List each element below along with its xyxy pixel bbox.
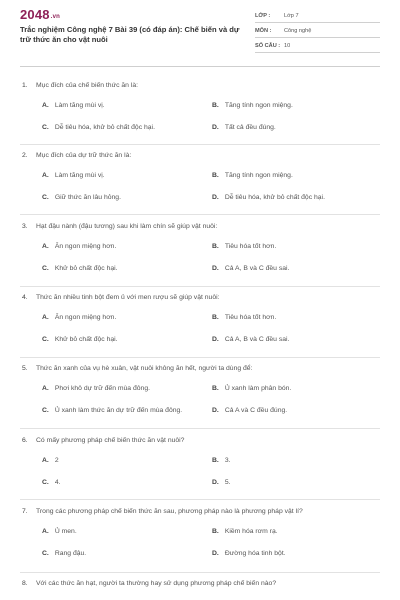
- option-text: Kiềm hóa rơm rạ.: [224, 528, 278, 535]
- option-letter: D.: [212, 124, 219, 131]
- question-6: [20, 437, 380, 489]
- option-letter: A.: [42, 457, 49, 464]
- option-c[interactable]: [42, 265, 212, 272]
- option-d[interactable]: [212, 124, 382, 131]
- question-divider: [20, 428, 380, 429]
- option-text: 5.: [224, 479, 231, 486]
- option-d[interactable]: [212, 265, 382, 272]
- document-header: [0, 0, 400, 62]
- option-letter: C.: [42, 124, 49, 131]
- options: [20, 235, 380, 275]
- question-stem: [20, 508, 380, 520]
- meta-value: 10: [284, 43, 291, 49]
- option-b[interactable]: [212, 457, 382, 464]
- option-text: Cả A, B và C đều sai.: [224, 265, 290, 272]
- question-text: Thức ăn xanh của vụ hè xuân, vật nuôi không ăn hết, người ta dùng để:: [36, 365, 253, 372]
- option-text: Cả A, B và C đều sai.: [224, 336, 290, 343]
- option-b[interactable]: [212, 172, 382, 179]
- options: [20, 164, 380, 204]
- question-text: Thức ăn nhiều tinh bột đem ủ với men rượu sẽ giúp vật nuôi:: [36, 294, 220, 301]
- option-b[interactable]: [212, 528, 382, 535]
- option-c[interactable]: [42, 336, 212, 343]
- option-text: Ủ xanh làm thức ăn dự trữ đến mùa đông.: [54, 407, 183, 414]
- question-stem: [20, 223, 380, 235]
- question-8: [20, 580, 380, 592]
- option-letter: D.: [212, 407, 219, 414]
- option-c[interactable]: [42, 124, 212, 131]
- option-text: 3.: [224, 457, 231, 464]
- question-divider: [20, 357, 380, 358]
- document-title: Trắc nghiệm Công nghệ 7 Bài 39 (có đáp án): Chế biến và dự trữ thức ăn cho vật nuôi: [20, 25, 240, 44]
- option-text: Cả A và C đều đúng.: [224, 407, 288, 414]
- question-number: 8.: [22, 580, 28, 587]
- option-letter: B.: [212, 314, 219, 321]
- option-letter: C.: [42, 336, 49, 343]
- options: [20, 520, 380, 560]
- option-letter: A.: [42, 243, 49, 250]
- option-text: Khử bỏ chất độc hại.: [54, 265, 118, 272]
- logo-text: 2048: [20, 7, 50, 22]
- option-letter: C.: [42, 194, 49, 201]
- option-d[interactable]: [212, 194, 382, 201]
- option-letter: B.: [212, 457, 219, 464]
- question-number: 6.: [22, 437, 28, 444]
- option-text: Phơi khô dự trữ đến mùa đông.: [54, 385, 150, 392]
- option-letter: D.: [212, 336, 219, 343]
- option-text: Đường hóa tinh bột.: [224, 550, 286, 557]
- question-stem: [20, 82, 380, 94]
- question-5: [20, 365, 380, 417]
- question-text: Có mấy phương pháp chế biến thức ăn vật nuôi?: [36, 437, 185, 444]
- meta-label: MÔN :: [255, 28, 272, 34]
- question-7: [20, 508, 380, 560]
- option-letter: B.: [212, 243, 219, 250]
- meta-row-grade: [255, 12, 380, 23]
- option-letter: B.: [212, 102, 219, 109]
- option-text: Tất cả đều đúng.: [224, 124, 276, 131]
- logo-domain: .vn: [50, 14, 61, 20]
- question-text: Trong các phương pháp chế biến thức ăn sau, phương pháp nào là phương pháp vật lí?: [36, 508, 303, 515]
- option-text: 4.: [54, 479, 61, 486]
- option-letter: D.: [212, 194, 219, 201]
- question-stem: [20, 580, 380, 592]
- option-a[interactable]: [42, 172, 212, 179]
- option-letter: A.: [42, 314, 49, 321]
- option-c[interactable]: [42, 550, 212, 557]
- options: [20, 94, 380, 134]
- question-number: 1.: [22, 82, 28, 89]
- question-stem: [20, 365, 380, 377]
- question-1: [20, 82, 380, 134]
- option-b[interactable]: [212, 314, 382, 321]
- question-2: [20, 152, 380, 204]
- option-letter: B.: [212, 172, 219, 179]
- option-letter: D.: [212, 479, 219, 486]
- option-b[interactable]: [212, 385, 382, 392]
- header-divider: [20, 66, 380, 67]
- question-divider: [20, 499, 380, 500]
- meta-label: LỚP :: [255, 13, 271, 19]
- option-letter: B.: [212, 385, 219, 392]
- question-divider: [20, 286, 380, 287]
- option-text: Tiêu hóa tốt hơn.: [224, 243, 277, 250]
- option-text: Làm tăng mùi vị.: [54, 102, 105, 109]
- question-number: 7.: [22, 508, 28, 515]
- question-stem: [20, 294, 380, 306]
- question-text: Hạt đậu nành (đậu tương) sau khi làm chín sẽ giúp vật nuôi:: [36, 223, 218, 230]
- option-text: Dễ tiêu hóa, khử bỏ chất độc hại.: [54, 124, 155, 131]
- option-letter: D.: [212, 550, 219, 557]
- option-a[interactable]: [42, 528, 212, 535]
- option-text: Ăn ngon miệng hơn.: [54, 314, 117, 321]
- option-a[interactable]: [42, 314, 212, 321]
- site-logo[interactable]: [20, 7, 60, 22]
- meta-row-count: [255, 42, 380, 53]
- option-letter: C.: [42, 550, 49, 557]
- option-text: 2: [54, 457, 59, 464]
- option-text: Khử bỏ chất độc hại.: [54, 336, 118, 343]
- option-d[interactable]: [212, 550, 382, 557]
- options: [20, 449, 380, 489]
- question-text: Với các thức ăn hạt, người ta thường hay sử dụng phương pháp chế biến nào?: [36, 580, 277, 587]
- option-b[interactable]: [212, 102, 382, 109]
- question-text: Mục đích của chế biến thức ăn là:: [36, 82, 139, 89]
- question-number: 5.: [22, 365, 28, 372]
- option-b[interactable]: [212, 243, 382, 250]
- meta-row-subject: [255, 27, 380, 38]
- option-d[interactable]: [212, 407, 382, 414]
- question-number: 3.: [22, 223, 28, 230]
- option-a[interactable]: [42, 457, 212, 464]
- option-letter: A.: [42, 102, 49, 109]
- option-c[interactable]: [42, 194, 212, 201]
- option-letter: A.: [42, 172, 49, 179]
- option-c[interactable]: [42, 407, 212, 414]
- option-text: Ủ xanh làm phân bón.: [224, 385, 292, 392]
- option-text: Làm tăng mùi vị.: [54, 172, 105, 179]
- options: [20, 306, 380, 346]
- option-d[interactable]: [212, 479, 382, 486]
- question-text: Mục đích của dự trữ thức ăn là:: [36, 152, 132, 159]
- question-3: [20, 223, 380, 275]
- question-divider: [20, 572, 380, 573]
- meta-value: Lớp 7: [284, 13, 299, 19]
- meta-label: SỐ CÂU :: [255, 43, 281, 49]
- option-d[interactable]: [212, 336, 382, 343]
- question-stem: [20, 152, 380, 164]
- option-text: Rang đậu.: [54, 550, 87, 557]
- document-meta: [255, 12, 380, 57]
- option-text: Ăn ngon miệng hơn.: [54, 243, 117, 250]
- question-number: 2.: [22, 152, 28, 159]
- option-text: Tiêu hóa tốt hơn.: [224, 314, 277, 321]
- option-letter: A.: [42, 528, 49, 535]
- option-text: Ủ men.: [54, 528, 77, 535]
- option-text: Giữ thức ăn lâu hỏng.: [54, 194, 121, 201]
- option-letter: D.: [212, 265, 219, 272]
- option-letter: A.: [42, 385, 49, 392]
- option-letter: C.: [42, 479, 49, 486]
- question-4: [20, 294, 380, 346]
- option-c[interactable]: [42, 479, 212, 486]
- option-letter: C.: [42, 265, 49, 272]
- meta-value: Công nghệ: [284, 28, 312, 34]
- question-divider: [20, 144, 380, 145]
- option-a[interactable]: [42, 243, 212, 250]
- option-a[interactable]: [42, 385, 212, 392]
- option-text: Tăng tính ngon miệng.: [224, 102, 293, 109]
- question-stem: [20, 437, 380, 449]
- option-letter: C.: [42, 407, 49, 414]
- options: [20, 377, 380, 417]
- option-text: Dễ tiêu hóa, khử bỏ chất độc hại.: [224, 194, 325, 201]
- option-a[interactable]: [42, 102, 212, 109]
- option-letter: B.: [212, 528, 219, 535]
- option-text: Tăng tính ngon miệng.: [224, 172, 293, 179]
- question-number: 4.: [22, 294, 28, 301]
- question-divider: [20, 214, 380, 215]
